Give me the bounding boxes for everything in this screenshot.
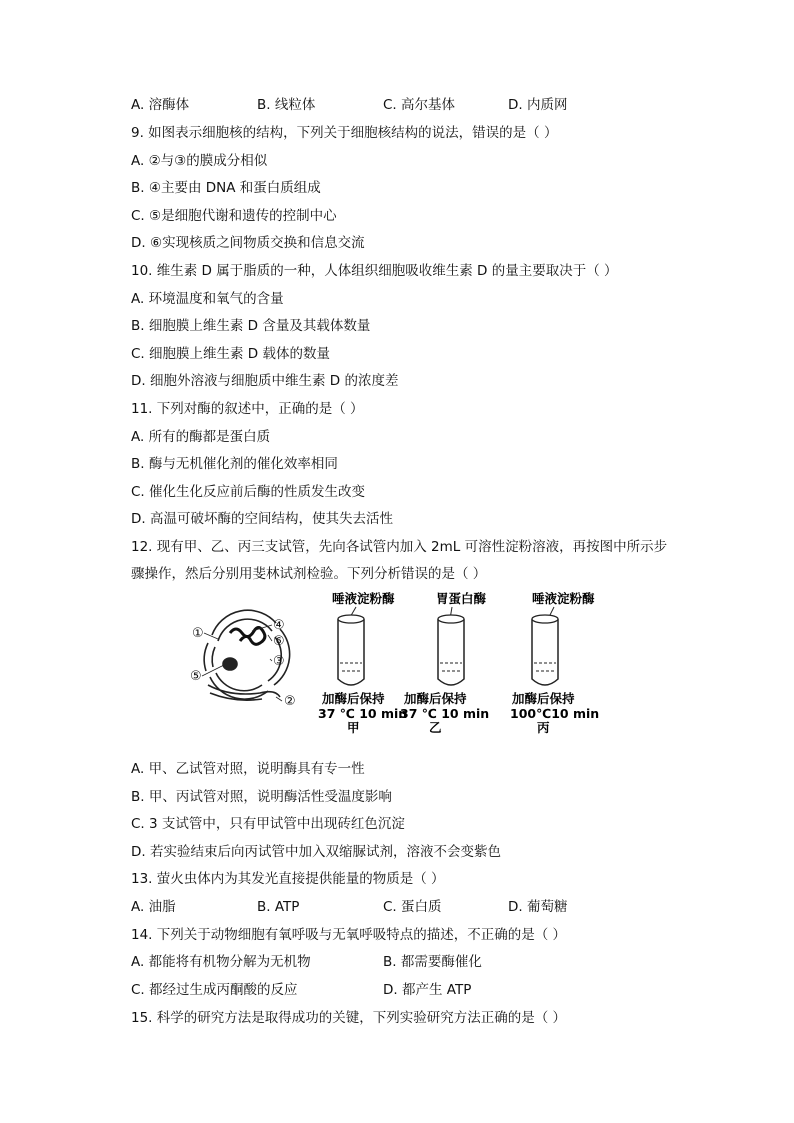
tube-jia-enzyme: 唾液淀粉酶 (332, 591, 395, 606)
q13-option-b: B. ATP (257, 899, 300, 915)
tube-jia-step: 加酶后保持 (322, 691, 385, 706)
q9-option-c: C. ⑤是细胞代谢和遗传的控制中心 (131, 208, 337, 224)
chromatin-icon (230, 627, 265, 644)
q14-option-b: B. 都需要酶催化 (383, 954, 482, 970)
test-tube-jia (318, 591, 407, 735)
q12-option-d: D. 若实验结束后向丙试管中加入双缩脲试剂，溶液不会变紫色 (131, 844, 501, 860)
label-3: ③ (273, 654, 285, 669)
q11-stem: 11. 下列对酶的叙述中，正确的是（ ） (131, 401, 364, 417)
q8-option-a: A. 溶酶体 (131, 97, 190, 113)
label-4: ④ (273, 618, 285, 633)
tube-yi-enzyme: 胃蛋白酶 (436, 591, 487, 606)
q15-stem: 15. 科学的研究方法是取得成功的关键，下列实验研究方法正确的是（ ） (131, 1010, 567, 1026)
q10-option-b: B. 细胞膜上维生素 D 含量及其载体数量 (131, 318, 371, 334)
q14-option-a: A. 都能将有机物分解为无机物 (131, 954, 311, 970)
label-1: ① (192, 626, 204, 641)
q12-option-b: B. 甲、丙试管对照，说明酶活性受温度影响 (131, 789, 392, 805)
tube-yi-cond: 37 ℃ 10 min (400, 706, 490, 721)
q10-stem: 10. 维生素 D 属于脂质的一种，人体组织细胞吸收维生素 D 的量主要取决于（ ） (131, 263, 618, 279)
q12-stem-line1: 12. 现有甲、乙、丙三支试管，先向各试管内加入 2mL 可溶性淀粉溶液，再按图中所示步 (131, 539, 668, 555)
q9-option-b: B. ④主要由 DNA 和蛋白质组成 (131, 180, 321, 196)
tube-bing-step: 加酶后保持 (512, 691, 575, 706)
q13-option-a: A. 油脂 (131, 899, 176, 915)
q11-option-b: B. 酶与无机催化剂的催化效率相同 (131, 456, 338, 472)
label-2: ② (284, 694, 296, 709)
q11-option-c: C. 催化生化反应前后酶的性质发生改变 (131, 484, 366, 500)
tube-bing-cond: 100℃10 min (510, 706, 600, 721)
q14-option-d: D. 都产生 ATP (383, 982, 472, 998)
tube-yi-name: 乙 (429, 720, 442, 735)
q9-option-a: A. ②与③的膜成分相似 (131, 153, 268, 169)
q13-option-d: D. 葡萄糖 (508, 899, 568, 915)
q8-option-c: C. 高尔基体 (383, 97, 456, 113)
test-tube-bing (510, 591, 599, 735)
tube-jia-cond: 37 ℃ 10 min (318, 706, 408, 721)
q12-option-a: A. 甲、乙试管对照，说明酶具有专一性 (131, 761, 365, 777)
q12-option-c: C. 3 支试管中，只有甲试管中出现砖红色沉淀 (131, 816, 405, 832)
tube-bing-enzyme: 唾液淀粉酶 (532, 591, 595, 606)
q11-option-d: D. 高温可破坏酶的空间结构，使其失去活性 (131, 511, 393, 527)
q11-option-a: A. 所有的酶都是蛋白质 (131, 429, 271, 445)
q13-stem: 13. 萤火虫体内为其发光直接提供能量的物质是（ ） (131, 871, 445, 887)
label-5: ⑤ (190, 669, 202, 684)
q10-option-a: A. 环境温度和氧气的含量 (131, 291, 284, 307)
q12-stem-line2: 骤操作，然后分别用斐林试剂检验。下列分析错误的是（ ） (131, 566, 487, 582)
q10-option-d: D. 细胞外溶液与细胞质中维生素 D 的浓度差 (131, 373, 399, 389)
q14-stem: 14. 下列关于动物细胞有氧呼吸与无氧呼吸特点的描述，不正确的是（ ） (131, 927, 567, 943)
q14-option-c: C. 都经过生成丙酮酸的反应 (131, 982, 298, 998)
q8-option-b: B. 线粒体 (257, 97, 316, 113)
q9-option-d: D. ⑥实现核质之间物质交换和信息交流 (131, 235, 365, 251)
q9-stem: 9. 如图表示细胞核的结构，下列关于细胞核结构的说法，错误的是（ ） (131, 125, 558, 141)
tube-bing-name: 丙 (537, 720, 550, 735)
label-6: ⑥ (273, 634, 285, 649)
q12-figure (180, 585, 620, 735)
q10-option-c: C. 细胞膜上维生素 D 载体的数量 (131, 346, 330, 362)
q13-option-c: C. 蛋白质 (383, 899, 442, 915)
test-tube-yi (400, 591, 489, 735)
tube-jia-name: 甲 (347, 720, 360, 735)
q8-option-d: D. 内质网 (508, 97, 568, 113)
tube-yi-step: 加酶后保持 (404, 691, 467, 706)
